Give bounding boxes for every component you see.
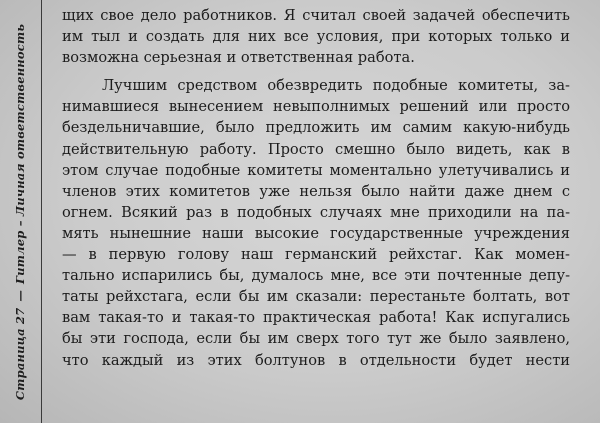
text-line: Лучшим средством обезвредить подобные комитеты, за-: [102, 77, 570, 95]
running-header: [2, 0, 38, 423]
paragraph-1: [62, 5, 570, 68]
text-line: что каждый из этих болтунов в отдельности будет нести: [62, 351, 570, 369]
running-header-text: [10, 12, 30, 412]
text-line: тально испарились бы, думалось мне, все эти почтенные депу-: [62, 267, 570, 285]
text-line: нимавшиеся вынесением невыполнимых решений или просто: [62, 98, 570, 116]
text-line: членов этих комитетов уже нельзя было найти даже днем с: [62, 182, 570, 200]
text-line: огнем. Всякий раз в подобных случаях мне приходили на па-: [62, 203, 570, 221]
header-separator: —: [13, 289, 27, 302]
margin-divider-line: [41, 0, 42, 423]
text-line: им тыл и создать для них все условия, при которых только и: [62, 28, 570, 46]
text-line: возможна серьезная и ответственная работа.: [62, 49, 415, 67]
body-text: [62, 5, 570, 371]
book-title: Гитлер – Личная ответственность: [13, 23, 27, 284]
text-line: этом случае подобные комитеты моментально улетучивались и: [62, 161, 570, 179]
page-number-label: Страница 27: [13, 307, 27, 400]
paragraph-gap: [62, 68, 570, 75]
text-line: таты рейхстага, если бы им сказали: перестаньте болтать, вот: [62, 288, 570, 306]
text-line: — в первую голову наш германский рейхстаг. Как момен-: [62, 246, 570, 264]
text-line: вам такая-то и такая-то практическая работа! Как испугались: [62, 309, 570, 327]
paragraph-2: [62, 75, 570, 370]
text-line: бы эти господа, если бы им сверх того тут же было заявлено,: [62, 330, 570, 348]
text-line: мять нынешние наши высокие государственные учреждения: [62, 224, 570, 242]
text-line: щих свое дело работников. Я считал своей задачей обеспечить: [62, 7, 570, 24]
text-line: действительную работу. Просто смешно было видеть, как в: [62, 140, 570, 158]
text-line: бездельничавшие, было предложить им самим какую-нибудь: [62, 119, 570, 137]
